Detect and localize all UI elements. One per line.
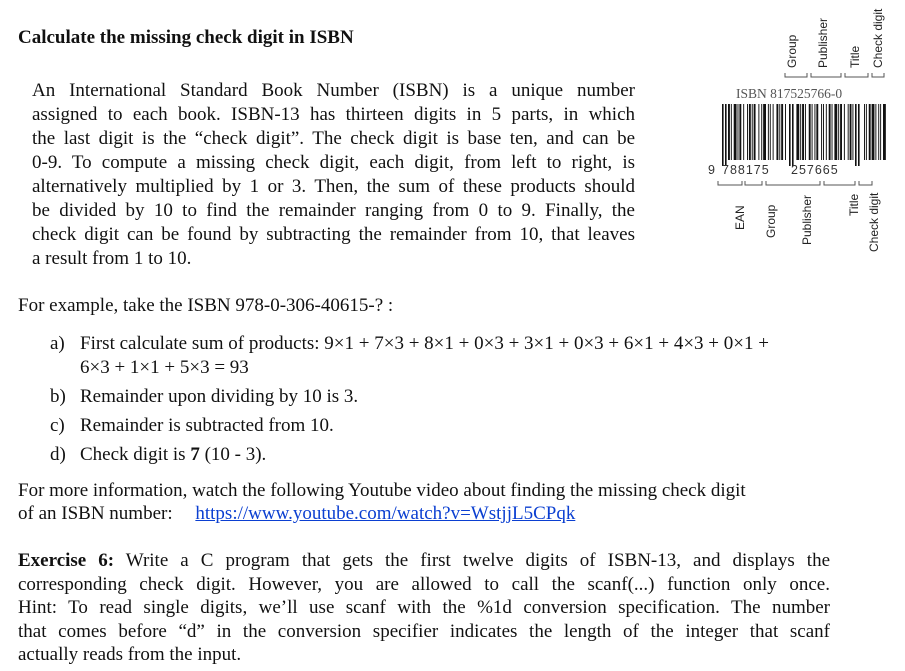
barcode-guard-bar	[789, 104, 791, 166]
barcode-bar	[834, 104, 837, 160]
barcode-bar	[850, 104, 852, 160]
barcode-bar	[752, 104, 753, 160]
barcode-bar	[776, 104, 778, 160]
barcode-bar	[814, 104, 815, 160]
barcode-bar	[779, 104, 780, 160]
paragraph-line: assigned to each book. ISBN-13 has thirteen digits in 5 parts, in which	[32, 104, 635, 125]
bottom-label-title: Title	[847, 193, 861, 216]
barcode-bar	[731, 104, 732, 160]
barcode-bar	[829, 104, 831, 160]
barcode-bar	[781, 104, 783, 160]
step-text: Remainder is subtracted from 10.	[80, 415, 334, 436]
exercise-line: that comes before “d” in the conversion specifier indicates the length of the integer that scanf	[18, 620, 830, 642]
step-marker: d)	[50, 444, 66, 465]
barcode-bar	[872, 104, 875, 160]
barcode-bar	[832, 104, 833, 160]
exercise-line: Hint: To read single digits, we’ll use scanf with the %1d conversion specification. The number	[18, 597, 830, 618]
barcode-bar	[734, 104, 737, 160]
paragraph-line: alternatively multiplied by 1 or 3. Then, the sum of these products should	[32, 176, 635, 197]
top-brackets	[785, 73, 884, 77]
barcode-bar	[802, 104, 804, 160]
paragraph-line: a result from 1 to 10.	[32, 248, 192, 269]
paragraph-line: An International Standard Book Number (ISBN) is a unique number	[32, 80, 635, 101]
page-title: Calculate the missing check digit in ISBN	[18, 27, 354, 48]
barcode-bar	[761, 104, 762, 160]
barcode-bar	[864, 104, 865, 160]
step-text-continued: 6×3 + 1×1 + 5×3 = 93	[80, 357, 249, 378]
barcode-bar	[809, 104, 811, 160]
paragraph-line: 0-9. To compute a missing check digit, each digit, from left to right, is	[32, 152, 635, 173]
step-text: Remainder upon dividing by 10 is 3.	[80, 386, 359, 407]
example-steps	[50, 332, 769, 472]
step-b	[50, 385, 769, 409]
barcode-bar	[773, 104, 774, 160]
barcode-guard-bar	[725, 104, 727, 166]
example-intro: For example, take the ISBN 978-0-306-40615-? :	[18, 295, 394, 316]
barcode-bar	[770, 104, 771, 160]
barcode-bar	[838, 104, 839, 160]
barcode-bar	[816, 104, 818, 160]
barcode-bar	[768, 104, 769, 160]
barcode-bar	[848, 104, 849, 160]
exercise-line	[18, 549, 830, 573]
more-info	[18, 479, 830, 525]
barcode-bar	[880, 104, 881, 160]
barcode-bar	[739, 104, 741, 160]
isbn-label: ISBN 817525766-0	[736, 86, 843, 101]
barcode-bar	[852, 104, 853, 160]
top-label-title: Title	[848, 45, 862, 68]
barcode-bar	[800, 104, 801, 160]
barcode-bar	[758, 104, 759, 160]
barcode-bar	[805, 104, 806, 160]
barcode-bar	[812, 104, 813, 160]
barcode-digits-left: 788175	[722, 163, 770, 177]
exercise-line: corresponding check digit. However, you are allowed to call the scanf(...) function only once.	[18, 573, 830, 595]
exercise-label: Exercise 6:	[18, 550, 115, 571]
barcode-bar	[738, 104, 739, 160]
paragraph-line: be divided by 10 to find the remainder ranging from 0 to 9. Finally, the	[32, 200, 635, 221]
step-c	[50, 414, 769, 438]
isbn-description	[32, 79, 635, 271]
youtube-link[interactable]: https://www.youtube.com/watch?v=WstjjL5CPqk	[195, 503, 576, 524]
exercise-text: Write a C program that gets the first twelve digits of ISBN-13, and displays the	[114, 550, 830, 571]
bottom-brackets	[718, 181, 872, 185]
paragraph-line: the last digit is the “check digit”. The check digit is base ten, and can be	[32, 128, 635, 149]
bottom-label-ean: EAN	[733, 205, 747, 230]
barcode-bar	[875, 104, 876, 160]
barcode-bar	[749, 104, 751, 160]
step-text-post: (10 - 3).	[199, 444, 267, 465]
check-digit-result: 7	[190, 444, 200, 465]
bottom-label-check: Check digit	[867, 192, 881, 252]
top-label-group: Group	[785, 34, 799, 68]
info-line: For more information, watch the following Youtube video about finding the missing check digit	[18, 480, 746, 501]
step-text: First calculate sum of products: 9×1 + 7×3 + 8×1 + 0×3 + 3×1 + 0×3 + 6×1 + 4×3 + 0×1 +	[80, 333, 769, 354]
barcode-bar	[821, 104, 822, 160]
barcode-bar	[844, 104, 845, 160]
exercise-line: actually reads from the input.	[18, 644, 242, 665]
barcode-bar	[728, 104, 730, 160]
barcode-bar	[796, 104, 799, 160]
isbn-barcode-figure	[700, 0, 905, 265]
step-marker: b)	[50, 386, 66, 407]
barcode-guard-bar	[722, 104, 724, 166]
bottom-label-group: Group	[764, 204, 778, 238]
barcode-bar	[743, 104, 744, 160]
bottom-label-publisher: Publisher	[800, 194, 814, 245]
exercise-6	[18, 549, 830, 667]
barcode-bar	[747, 104, 748, 160]
barcode-bar	[823, 104, 824, 160]
barcode-guard-bar	[792, 104, 794, 166]
barcode-bar	[866, 104, 867, 160]
barcode-bar	[840, 104, 842, 160]
step-a	[50, 332, 769, 380]
paragraph-line: check digit can be found by subtracting the remainder from 10, that leaves	[32, 224, 635, 245]
barcode-digits-right: 257665	[791, 163, 839, 177]
barcode-bars	[722, 104, 886, 166]
barcode-guard-bar	[855, 104, 857, 166]
barcode-bar	[763, 104, 766, 160]
top-label-check: Check digit	[871, 8, 885, 68]
barcode-guard-bar	[858, 104, 860, 166]
step-text: Check digit is	[80, 444, 191, 465]
barcode-bar	[826, 104, 827, 160]
barcode-bar	[878, 104, 879, 160]
barcode-digit-first: 9	[708, 163, 715, 177]
step-marker: a)	[50, 333, 65, 354]
barcode-bar	[785, 104, 786, 160]
step-d	[50, 443, 769, 467]
info-line-prefix: of an ISBN number:	[18, 503, 173, 524]
top-label-publisher: Publisher	[816, 17, 830, 68]
barcode-bar	[754, 104, 756, 160]
barcode-bar	[883, 104, 886, 160]
step-marker: c)	[50, 415, 65, 436]
barcode-bar	[869, 104, 871, 160]
